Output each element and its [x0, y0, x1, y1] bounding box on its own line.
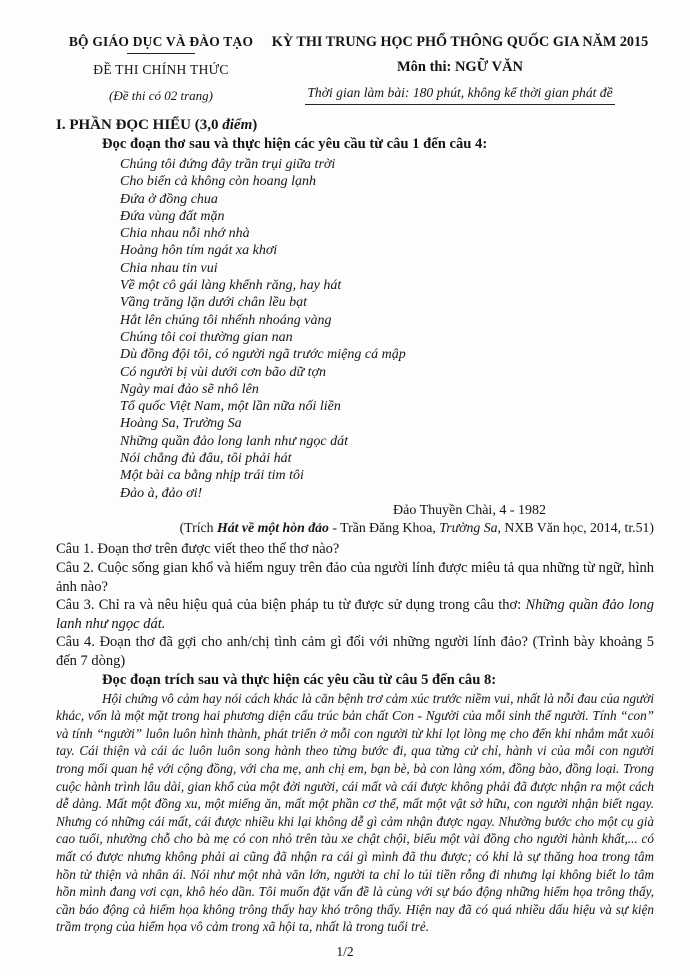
poem-line: Về một cô gái làng khểnh răng, hay hát — [120, 278, 342, 294]
poem-line: Chúng tôi đứng đây trần trụi giữa trời — [120, 157, 336, 172]
poem-line: Đứa vùng đất mặn — [120, 208, 225, 224]
section-heading-close: ) — [252, 117, 258, 133]
question-2 — [56, 559, 654, 596]
poem-line: Hoàng Sa, Trường Sa — [120, 416, 242, 432]
poem-line: Chia nhau tin vui — [120, 260, 218, 276]
poem-citation — [56, 519, 654, 537]
question-4 — [56, 633, 654, 670]
citation-publisher: , NXB Văn học, 2014, tr.51) — [497, 520, 654, 536]
citation-work-title: Hát về một hòn đảo — [217, 520, 329, 536]
ministry-name: BỘ GIÁO DỤC VÀ ĐÀO TẠO — [68, 34, 254, 49]
poem-line: Hắt lên chúng tôi nhếnh nhoáng vàng — [120, 312, 332, 328]
poem-line: Có người bị vùi dưới cơn bão dữ tợn — [120, 364, 327, 380]
question-1-text: Đoạn thơ trên được viết theo thể thơ nào? — [93, 541, 340, 558]
exam-header — [56, 34, 654, 105]
section-heading-text: I. PHẦN ĐỌC HIỂU (3,0 — [56, 117, 223, 133]
poem-line: Vầng trăng lặn dưới chân lều bạt — [120, 295, 307, 311]
poem-line: Nói chẳng đủ đâu, tôi phải hát — [120, 451, 292, 467]
poem-line: Chia nhau nỗi nhớ nhà — [120, 226, 250, 242]
poem — [120, 156, 654, 502]
page-number: 1/2 — [336, 944, 354, 959]
header-right-block — [266, 34, 654, 105]
poem-line: Những quần đảo long lanh như ngọc dát — [120, 433, 348, 449]
question-4-text: Đoạn thơ đã gợi cho anh/chị tình cảm gì đối với những người lính đảo? (Trình bày khoảng 5 đến 7 dòng) — [56, 634, 654, 669]
duration-note: Thời gian làm bài: 180 phút, không kể thời gian phát đề — [305, 85, 614, 105]
citation-book-title: Trường Sa — [439, 520, 498, 536]
citation-author: - Trần Đăng Khoa, — [328, 520, 440, 536]
poem-line: Cho biển cả không còn hoang lạnh — [120, 174, 316, 190]
question-1 — [56, 540, 654, 559]
page-count-note: (Đề thi có 02 trang) — [109, 88, 213, 103]
question-2-text: Cuộc sống gian khổ và hiểm nguy trên đảo của người lính được miêu tả qua những từ ngữ, hình ảnh nào? — [56, 560, 654, 595]
question-3-text: Chỉ ra và nêu hiệu quả của biện pháp tu từ được sử dụng trong câu thơ: — [94, 597, 526, 614]
section-1-heading — [56, 116, 654, 135]
exam-title: KỲ THI TRUNG HỌC PHỔ THÔNG QUỐC GIA NĂM 2015 — [271, 34, 649, 50]
question-4-label: Câu 4. — [56, 634, 95, 651]
poem-line: Hoàng hôn tím ngát xa khơi — [120, 243, 278, 259]
question-3-label: Câu 3. — [56, 597, 95, 614]
poem-line: Ngày mai đảo sẽ nhô lên — [120, 381, 259, 397]
poem-line: Dù đồng đội tôi, có người ngã trước miệng cá mập — [120, 347, 406, 363]
poem-line: Một bài ca bằng nhịp trái tim tôi — [120, 468, 304, 484]
poem-line: Đứa ở đồng chua — [120, 191, 218, 207]
poem-date: Đảo Thuyền Chài, 4 - 1982 — [393, 502, 546, 518]
question-3 — [56, 596, 654, 633]
official-exam-label: ĐỀ THI CHÍNH THỨC — [93, 62, 229, 77]
questions-1-4 — [56, 540, 654, 670]
question-1-label: Câu 1. — [56, 541, 94, 558]
reading-task-2-heading: Đọc đoạn trích sau và thực hiện các yêu cầu từ câu 5 đến câu 8: — [102, 671, 497, 688]
question-3-quoted-verse: Những quần đảo long lanh như ngọc dát. — [56, 597, 655, 632]
reading-task-1-heading: Đọc đoạn thơ sau và thực hiện các yêu cầu từ câu 1 đến câu 4: — [102, 136, 488, 152]
ministry-underline — [127, 53, 195, 54]
header-left-block — [56, 34, 266, 104]
citation-prefix: (Trích — [179, 520, 217, 536]
poem-line: Tổ quốc Việt Nam, một lần nữa nối liền — [120, 399, 341, 415]
poem-line: Đảo à, đảo ơi! — [120, 485, 203, 501]
subject-line: Môn thi: NGỮ VĂN — [396, 59, 524, 75]
excerpt-paragraph: Hội chứng vô cảm hay nói cách khác là căn bệnh trơ cảm xúc trước niềm vui, nhất là nỗi đau của người khác, vốn là một mặt trong hai phương diện cấu trúc bản chất Con - Người của mỗi sinh thể người. Tính “con” và tính “người” luôn luôn hình thành, phát triển ở mỗi con người từ khi lọt lòng mẹ cho đến khi nhắm mắt xuôi tay. Cái thiện và cái ác luôn luôn song hành theo từng bước đi, qua từng cử chỉ, hành vi của mỗi con người trong mối quan hệ với cộng đồng, với cha mẹ, anh chị em, bạn bè, bà con làng xóm, đồng bào, đồng loại. Trong cuộc hành trình lâu dài, gian khổ của một đời người, cái mất và cái được không phải đã được nhận ra một cách dễ dàng. Mất một đồng xu, một miếng ăn, mất một phần cơ thể, mất một vật sở hữu, con người nhận biết ngay. Nhưng có những cái mất, cái được nhiều khi lại không dễ gì cảm nhận được ngay. Nhường bước cho một cụ già cao tuổi, nhường chỗ cho bà mẹ có con nhỏ trên tàu xe chật chội, biếu một vài đồng cho người hành khất,... có mất có được nhưng không phải ai cũng đã nhận ra cái gì mình đã thu được; có khi là sự thăng hoa trong tâm hồn từ thiện và nhân ái. Nói như một nhà văn lớn, người ta chỉ lo túi tiền rỗng đi nhưng lại không biết lo tâm hồn mình đang vơi cạn, khô héo dần. Tôi muốn đặt vấn đề là cùng với sự báo động những hiểm họa trông thấy, cần báo động cả hiểm họa không trông thấy hay khó trông thấy. Hiện nay đã có quá nhiều dấu hiệu và sự kiện trầm trọng của hiểm họa vô cảm trong xã hội ta, nhất là trong tuổi trẻ. — [56, 690, 654, 935]
section-heading-points: điểm — [222, 117, 253, 133]
question-2-label: Câu 2. — [56, 560, 94, 577]
poem-line: Chúng tôi coi thường gian nan — [120, 329, 293, 345]
